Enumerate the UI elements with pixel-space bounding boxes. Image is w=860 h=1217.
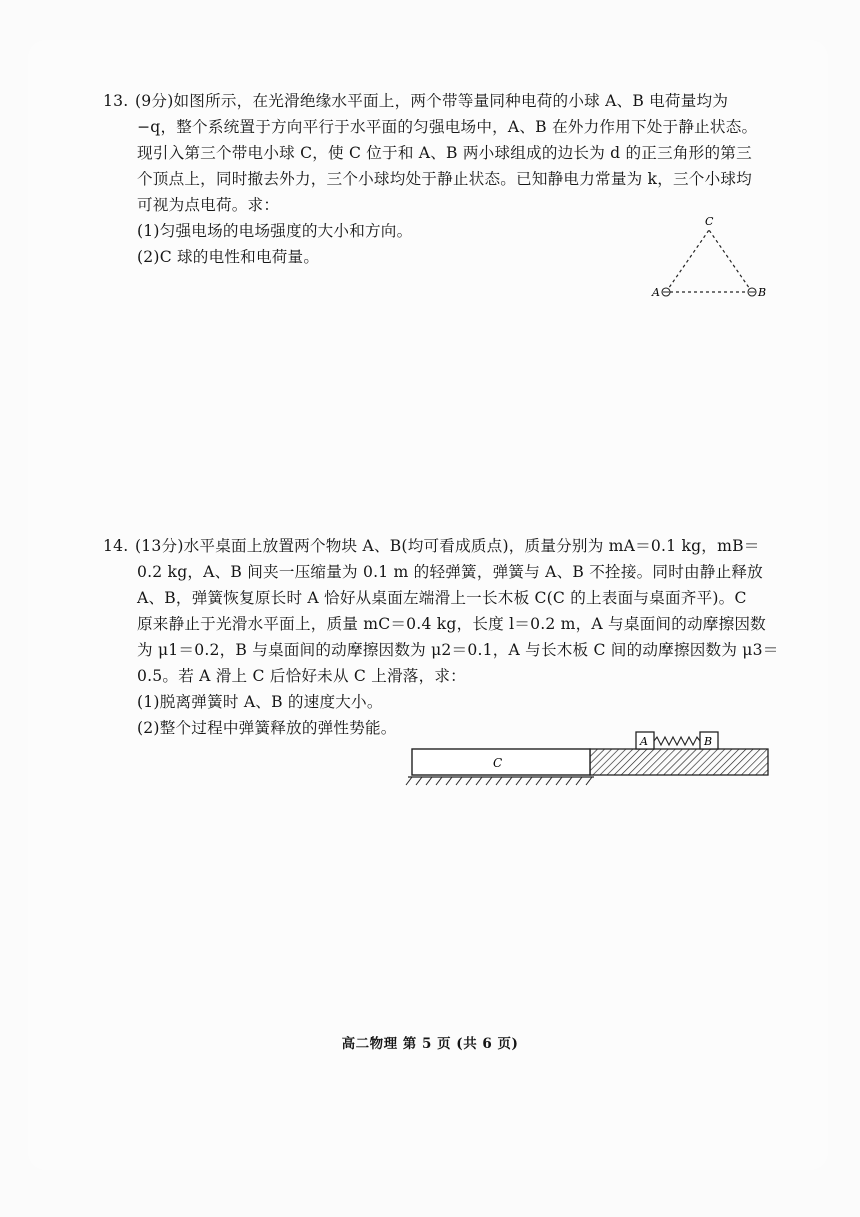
label-c: C [705,215,714,228]
question-14-line-3: A、B，弹簧恢复原长时 A 恰好从桌面左端滑上一长木板 C(C 的上表面与桌面齐平)。C [137,589,747,607]
board-figure [404,730,772,792]
side-ac [666,230,709,292]
page-footer: 高二物理 第 5 页 (共 6 页) [341,1036,519,1052]
label-c: C [493,756,503,770]
question-13-subquestion-1: (1)匀强电场的电场强度的大小和方向。 [137,222,413,240]
question-13-line-4: 个顶点上，同时撤去外力，三个小球均处于静止状态。已知静电力常量为 k，三个小球均 [137,170,752,188]
label-a: A [652,286,660,299]
triangle-figure [648,214,770,302]
desk [590,749,768,775]
question-14-line-6: 0.5。若 A 滑上 C 后恰好未从 C 上滑落，求： [137,667,466,685]
question-13-line-5: 可视为点电荷。求： [137,196,280,214]
question-14-line-5: 为 μ1＝0.2，B 与桌面间的动摩擦因数为 μ2＝0.1，A 与长木板 C 间的动摩擦因数为 μ3＝ [137,641,779,659]
label-b: B [758,286,767,299]
label-a: A [640,735,648,748]
question-14-line-4: 原来静止于光滑水平面上，质量 mC＝0.4 kg，长度 l＝0.2 m，A 与桌面间的动摩擦因数 [137,615,766,633]
side-bc [709,230,752,292]
label-b: B [704,735,713,748]
question-14 [105,533,785,741]
question-14-text: (13分)水平桌面上放置两个物块 A、B(均可看成质点)，质量分别为 mA＝0.1 kg，mB＝ [135,537,760,555]
question-14-subquestion-1: (1)脱离弹簧时 A、B 的速度大小。 [137,693,383,711]
ground-hatch [406,777,592,785]
question-13-text: (9分)如图所示，在光滑绝缘水平面上，两个带等量同种电荷的小球 A、B 电荷量均为 [135,92,729,110]
spring [654,737,700,745]
question-13-number: 13. [103,92,129,110]
question-13-line-2: −q，整个系统置于方向平行于水平面的匀强电场中，A、B 在外力作用下处于静止状态。 [137,118,758,136]
question-13-line-3: 现引入第三个带电小球 C，使 C 位于和 A、B 两小球组成的边长为 d 的正三角形的第三 [137,144,752,162]
question-14-subquestion-2: (2)整个过程中弹簧释放的弹性势能。 [137,719,397,737]
question-14-line-2: 0.2 kg，A、B 间夹一压缩量为 0.1 m 的轻弹簧，弹簧与 A、B 不拴接。同时由静止释放 [137,563,763,581]
question-14-line-1 [105,533,785,559]
question-14-number: 14. [103,537,129,555]
question-13-line-1 [105,88,785,114]
question-13-subquestion-2: (2)C 球的电性和电荷量。 [137,248,320,266]
